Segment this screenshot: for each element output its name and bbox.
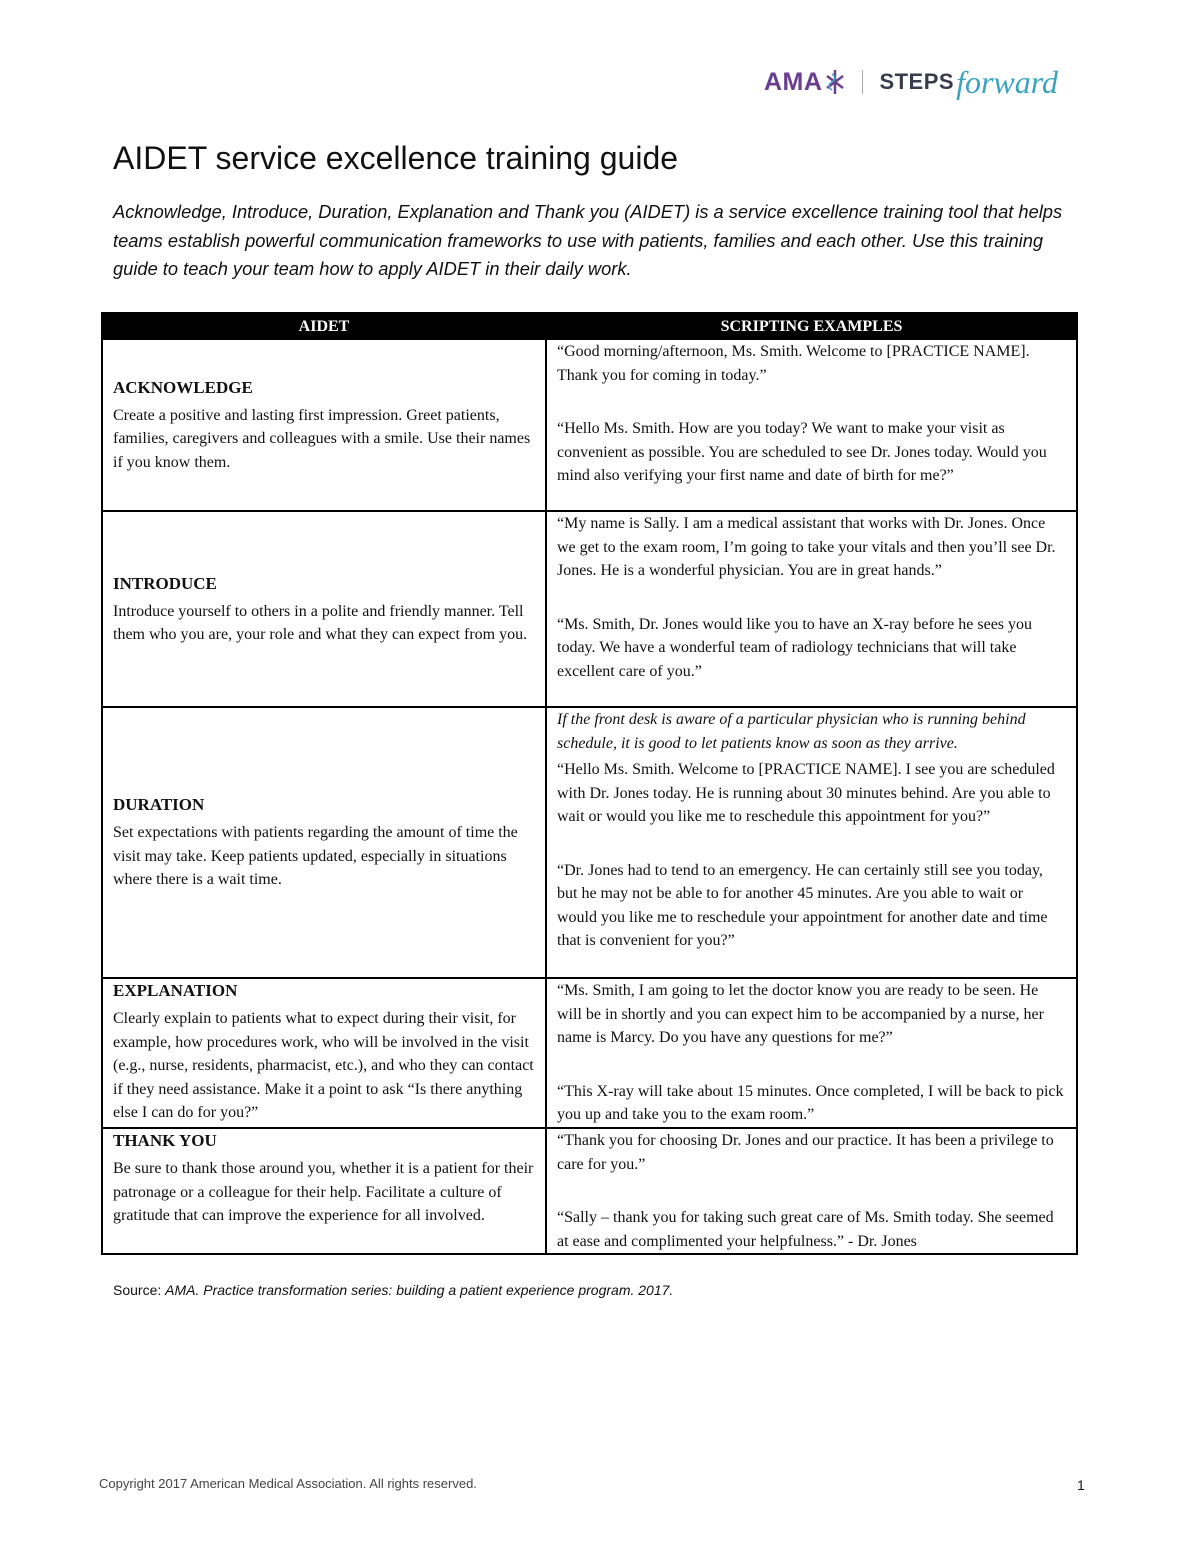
- example-note: If the front desk is aware of a particular physician who is running behind schedule, it is good to let patients know as soon as they arrive.: [557, 711, 1026, 752]
- row-description: Clearly explain to patients what to expect during their visit, for example, how procedures work, who will be involved in the visit (e.g., nurse, residents, pharmacist, etc.), and who they can contact if they need assistance. Make it a point to ask “Is there anything else I can do for you?”: [113, 1010, 534, 1121]
- row-label: THANK YOU: [113, 1131, 217, 1150]
- row-examples-cell: [546, 511, 1077, 707]
- row-description: Be sure to thank those around you, whether it is a patient for their patronage or a colleague for their help. Facilitate a culture of gratitude that can improve the experience for all involved.: [113, 1160, 534, 1224]
- page-title: AIDET service excellence training guide: [113, 140, 679, 176]
- logo-divider: [862, 70, 863, 94]
- row-label: ACKNOWLEDGE: [113, 377, 253, 397]
- row-label: INTRODUCE: [113, 573, 217, 593]
- table-header-row: [102, 313, 1077, 339]
- row-description: Set expectations with patients regarding the amount of time the visit may take. Keep patients updated, especially in situations where there is a wait time.: [113, 824, 518, 889]
- row-label: EXPLANATION: [113, 981, 238, 1000]
- table-row-explanation: [102, 978, 1077, 1128]
- logo-ama-text: AMA: [764, 67, 823, 96]
- row-label-cell: [102, 707, 546, 978]
- logo-forward-text: forward: [956, 63, 1059, 100]
- row-label: DURATION: [113, 795, 205, 815]
- row-examples-cell: [546, 978, 1077, 1128]
- table-row-duration: [102, 707, 1077, 978]
- copyright-footer: Copyright 2017 American Medical Association. All rights reserved.: [99, 1476, 477, 1491]
- source-citation: [113, 1282, 673, 1298]
- ama-star-of-life-icon: [824, 68, 846, 96]
- row-label-cell: [102, 339, 546, 511]
- source-label: Source:: [113, 1282, 162, 1298]
- example-quote: “Thank you for choosing Dr. Jones and our practice. It has been a privilege to care for you.”: [557, 1132, 1054, 1173]
- aidet-table: [101, 312, 1078, 1255]
- page-number: 1: [1077, 1477, 1085, 1493]
- row-examples-cell: [546, 339, 1077, 511]
- example-quote: “Hello Ms. Smith. How are you today? We want to make your visit as convenient as possible. You are scheduled to see Dr. Jones today. Would you mind also verifying your first name and date of birth for me?”: [557, 420, 1047, 484]
- row-description: Introduce yourself to others in a polite and friendly manner. Tell them who you are, your role and what they can expect from you.: [113, 602, 528, 643]
- example-quote: “This X-ray will take about 15 minutes. Once completed, I will be back to pick you up and take you to the exam room.”: [557, 1082, 1064, 1123]
- row-examples-cell: [546, 707, 1077, 978]
- example-quote: “Ms. Smith, I am going to let the doctor know you are ready to be seen. He will be in shortly and you can expect him to be accompanied by a nurse, her name is Marcy. Do you have any questions for me?”: [557, 982, 1044, 1046]
- row-label-cell: [102, 978, 546, 1128]
- table-row-introduce: [102, 511, 1077, 707]
- row-label-cell: [102, 1128, 546, 1254]
- header-scripting-examples: SCRIPTING EXAMPLES: [546, 313, 1077, 339]
- header-aidet: AIDET: [102, 313, 546, 339]
- intro-paragraph: Acknowledge, Introduce, Duration, Explanation and Thank you (AIDET) is a service excellence training tool that helps teams establish powerful communication frameworks to use with patients, families and each other. Use this training guide to teach your team how to apply AIDET in their daily work.: [113, 201, 1063, 279]
- row-description: Create a positive and lasting first impression. Greet patients, families, caregivers and colleagues with a smile. Use their names if you know them.: [113, 406, 531, 471]
- row-examples-cell: [546, 1128, 1077, 1254]
- table-row-thank-you: [102, 1128, 1077, 1254]
- source-text: AMA. Practice transformation series: building a patient experience program. 2017.: [165, 1282, 674, 1298]
- example-quote: “Sally – thank you for taking such great care of Ms. Smith today. She seemed at ease and complimented your helpfulness.” - Dr. Jones: [557, 1209, 1054, 1250]
- logo-steps-text: STEPS: [879, 69, 955, 94]
- example-quote: “My name is Sally. I am a medical assistant that works with Dr. Jones. Once we get to the exam room, I’m going to take your vitals and then you’ll see Dr. Jones. He is a wonderful physician. You are in great hands.”: [557, 515, 1056, 579]
- row-label-cell: [102, 511, 546, 707]
- ama-steps-forward-logo: [764, 62, 1058, 102]
- example-quote: “Hello Ms. Smith. Welcome to [PRACTICE NAME]. I see you are scheduled with Dr. Jones today. He is running about 30 minutes behind. Are you able to wait or would you like me to reschedule this appointment for you?”: [557, 761, 1055, 825]
- table-row-acknowledge: [102, 339, 1077, 511]
- example-quote: “Good morning/afternoon, Ms. Smith. Welcome to [PRACTICE NAME]. Thank you for coming in today.”: [557, 343, 1030, 384]
- example-quote: “Ms. Smith, Dr. Jones would like you to have an X-ray before he sees you today. We have a wonderful team of radiology technicians that will take excellent care of you.”: [557, 615, 1033, 680]
- example-quote: “Dr. Jones had to tend to an emergency. He can certainly still see you today, but he may not be able to for another 45 minutes. Are you able to wait or would you like me to reschedule your appointment for another date and time that is convenient for you?”: [557, 861, 1048, 949]
